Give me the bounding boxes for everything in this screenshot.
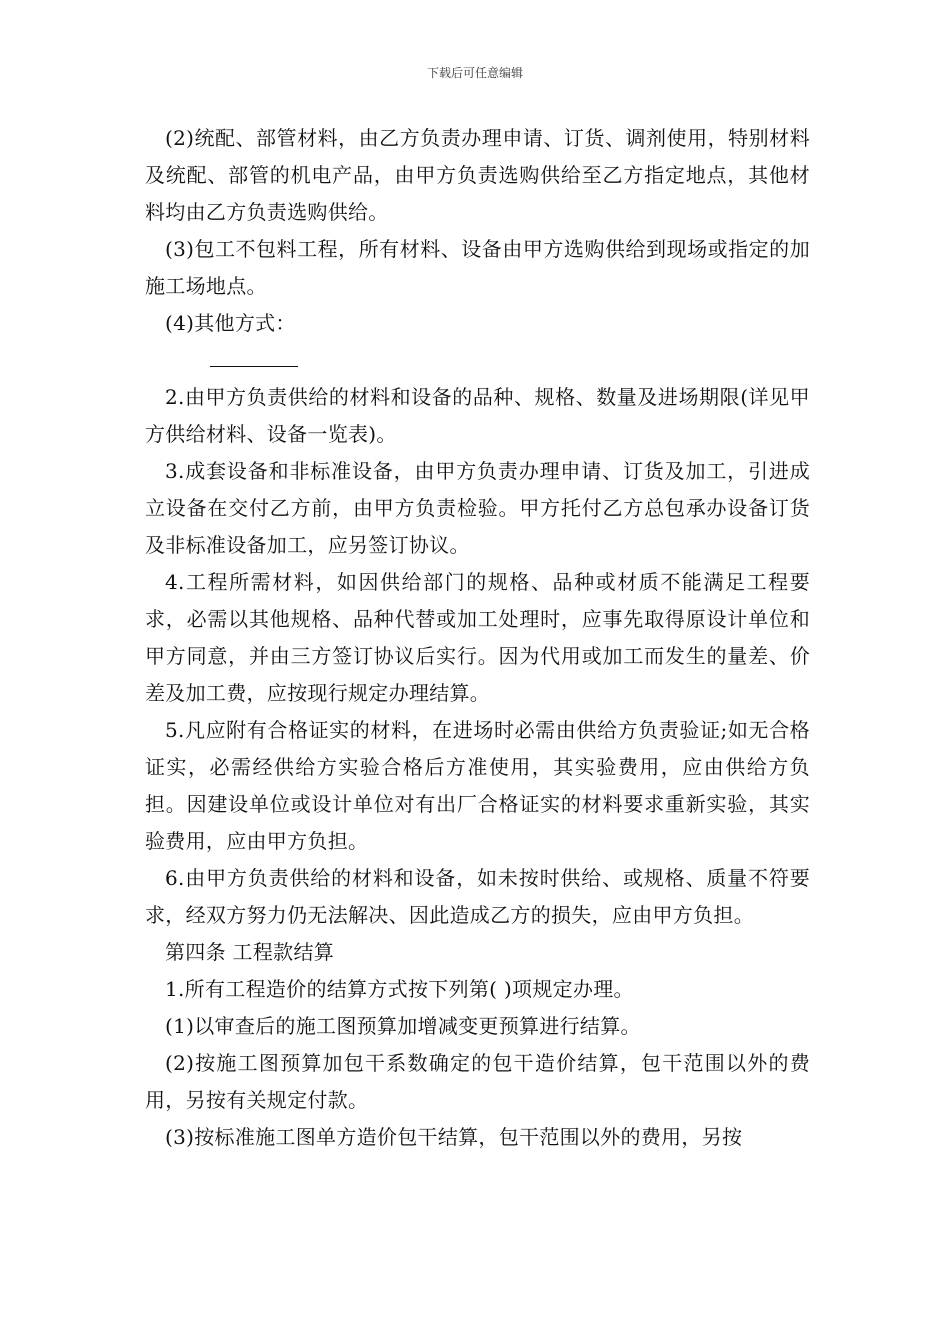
document-body [145, 120, 810, 1156]
paragraph: 1.所有工程造价的结算方式按下列第( )项规定办理。 [165, 977, 634, 1001]
paragraph: (2)统配、部管材料，由乙方负责办理申请、订货、调剂使用，特别材料及统配、部管的机电产品，由甲方负责选购供给至乙方指定地点，其他材料均由乙方负责选购供给。 [145, 126, 810, 224]
section-heading: 第四条 工程款结算 [165, 940, 335, 964]
page-header: 下载后可任意编辑 [426, 66, 523, 80]
paragraph: (2)按施工图预算加包干系数确定的包干造价结算，包干范围以外的费用，另按有关规定付款。 [145, 1051, 810, 1112]
paragraph: 3.成套设备和非标准设备，由甲方负责办理申请、订货及加工，引进成立设备在交付乙方前，由甲方负责检验。甲方托付乙方总包承办设备订货及非标准设备加工，应另签订协议。 [145, 459, 810, 557]
paragraph: (3)包工不包料工程，所有材料、设备由甲方选购供给到现场或指定的加施工场地点。 [145, 237, 810, 298]
paragraph: 2.由甲方负责供给的材料和设备的品种、规格、数量及进场期限(详见甲方供给材料、设备一览表)。 [145, 385, 810, 446]
paragraph: (4)其他方式： [165, 311, 296, 335]
paragraph: 4.工程所需材料，如因供给部门的规格、品种或材质不能满足工程要求，必需以其他规格、品种代替或加工处理时，应事先取得原设计单位和甲方同意，并由三方签订协议后实行。因为代用或加工而发生的量差、价差及加工费，应按现行规定办理结算。 [145, 570, 810, 705]
fill-in-blank [145, 342, 810, 379]
paragraph: 6.由甲方负责供给的材料和设备，如未按时供给、或规格、质量不符要求，经双方努力仍无法解决、因此造成乙方的损失，应由甲方负担。 [145, 866, 810, 927]
paragraph: (1)以审查后的施工图预算加增减变更预算进行结算。 [165, 1014, 641, 1038]
paragraph: (3)按标准施工图单方造价包干结算，包干范围以外的费用，另按 [165, 1125, 743, 1149]
blank-underline [210, 366, 298, 367]
paragraph: 5.凡应附有合格证实的材料，在进场时必需由供给方负责验证;如无合格证实，必需经供给方实验合格后方准使用，其实验费用，应由供给方负担。因建设单位或设计单位对有出厂合格证实的材料要求重新实验，其实验费用，应由甲方负担。 [145, 718, 810, 853]
